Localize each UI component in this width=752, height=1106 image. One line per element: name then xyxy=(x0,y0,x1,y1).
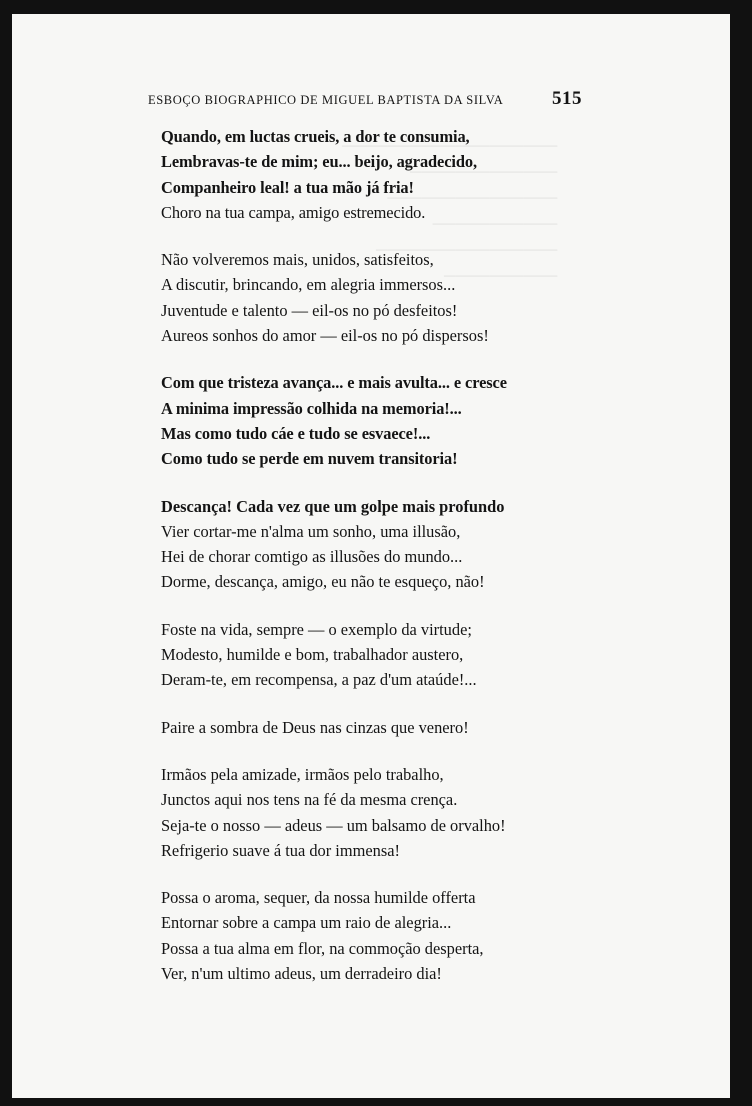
running-header xyxy=(148,88,582,110)
verse-line: Seja-te o nosso — adeus — um balsamo de orvalho! xyxy=(161,815,506,835)
verse-line: Descança! Cada vez que um golpe mais profundo xyxy=(161,496,505,516)
running-title: ESBOÇO BIOGRAPHICO DE MIGUEL BAPTISTA DA SILVA xyxy=(148,93,504,107)
verse-line: Ver, n'um ultimo adeus, um derradeiro dia! xyxy=(161,964,442,984)
page-number: 515 xyxy=(552,88,582,109)
verse-line: Companheiro leal! a tua mão já fria! xyxy=(161,177,414,197)
bleed-through: ─────────────────── ───────────── ─────────────── ─────────── ──────────────── ────────── xyxy=(342,138,558,285)
stanza xyxy=(161,247,581,348)
verse-line: Paire a sombra de Deus nas cinzas que venero! xyxy=(161,717,469,737)
stanza xyxy=(161,494,581,595)
verse-line: Como tudo se perde em nuvem transitoria! xyxy=(161,449,458,469)
stanza xyxy=(161,762,581,863)
verse-line: Possa a tua alma em flor, na commoção desperta, xyxy=(161,938,484,958)
verse-line: Choro na tua campa, amigo estremecido. xyxy=(161,202,426,222)
stanza xyxy=(161,885,581,986)
verse-line: Juventude e talento — eil-os no pó desfeitos! xyxy=(161,300,458,320)
verse-line: Não volveremos mais, unidos, satisfeitos, xyxy=(161,250,434,270)
verse-line: Foste na vida, sempre — o exemplo da virtude; xyxy=(161,619,472,639)
verse-line: Com que tristeza avança... e mais avulta... e cresce xyxy=(161,373,507,393)
stanza xyxy=(161,370,581,471)
verse-line: Modesto, humilde e bom, trabalhador austero, xyxy=(161,645,464,665)
verse-line: A discutir, brincando, em alegria immersos... xyxy=(161,275,456,295)
stanza xyxy=(161,124,581,225)
verse-line: Possa o aroma, sequer, da nossa humilde offerta xyxy=(161,888,476,908)
verse-line: Entornar sobre a campa um raio de alegria... xyxy=(161,913,452,933)
verse-line: Hei de chorar comtigo as illusões do mundo... xyxy=(161,547,463,567)
verse-line: Junctos aqui nos tens na fé da mesma crença. xyxy=(161,790,458,810)
stanza xyxy=(161,617,581,693)
verse-line: Vier cortar-me n'alma um sonho, uma illusão, xyxy=(161,521,461,541)
verse-line: Lembravas-te de mim; eu... beijo, agradecido, xyxy=(161,152,477,172)
verse-line: Quando, em luctas crueis, a dor te consumia, xyxy=(161,127,470,146)
stanza xyxy=(161,715,581,740)
verse-line: A minima impressão colhida na memoria!... xyxy=(161,398,462,418)
poem xyxy=(161,124,581,1008)
verse-line: Irmãos pela amizade, irmãos pelo trabalho, xyxy=(161,764,444,784)
verse-line: Dorme, descança, amigo, eu não te esqueço, não! xyxy=(161,572,485,592)
verse-line: Refrigerio suave á tua dor immensa! xyxy=(161,840,400,860)
verse-line: Mas como tudo cáe e tudo se esvaece!... xyxy=(161,423,431,443)
verse-line: Deram-te, em recompensa, a paz d'um ataúde!... xyxy=(161,670,477,690)
verse-line: Aureos sonhos do amor — eil-os no pó dispersos! xyxy=(161,326,489,346)
book-page xyxy=(12,14,730,1098)
